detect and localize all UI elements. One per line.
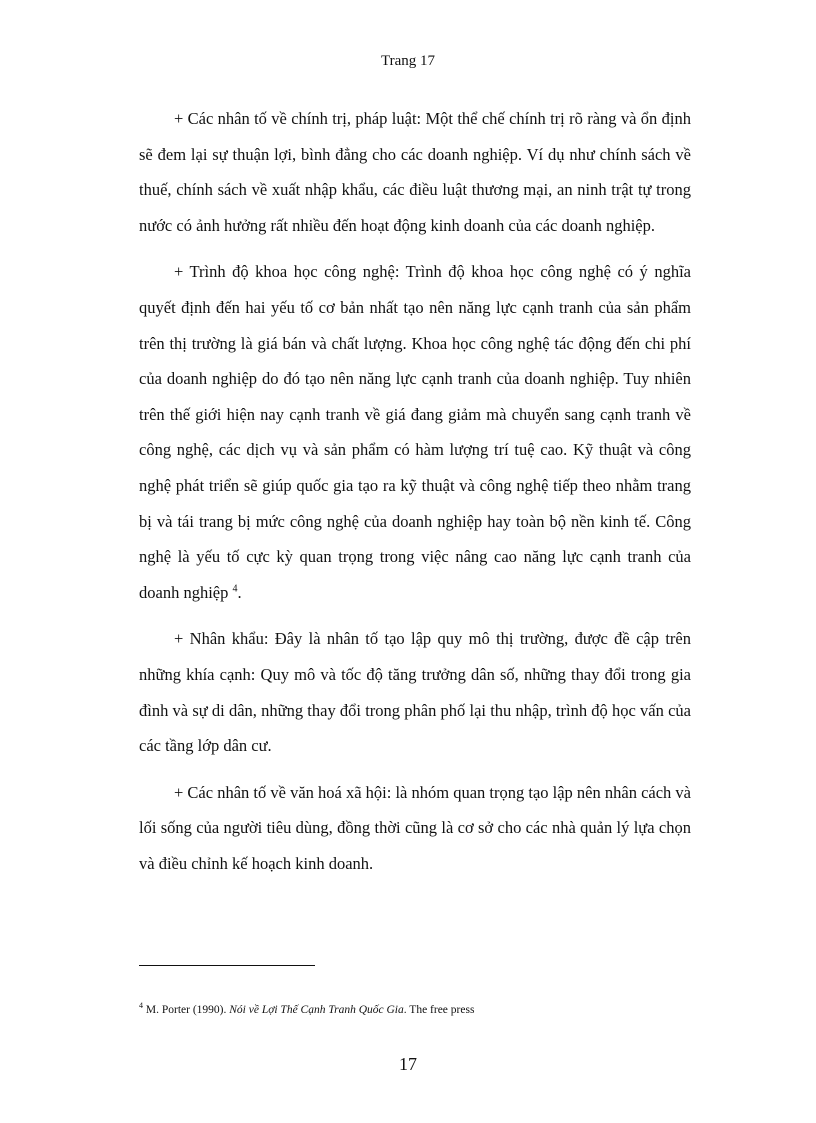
paragraph-demographics	[139, 621, 691, 763]
footnote-number: 4	[139, 1001, 143, 1011]
footnote-separator	[139, 965, 315, 966]
footnote-publisher: . The free press	[403, 1004, 475, 1016]
paragraph-culture-society	[139, 775, 691, 882]
paragraph-text: + Các nhân tố về chính trị, pháp luật: Một thể chế chính trị rõ ràng và ổn định sẽ đem lại sự thuận lợi, bình đẳng cho các doanh nghiệp. Ví dụ như chính sách về thuế, chính sách về xuất nhập khẩu, các điều luật thương mại, an ninh trật tự trong nước có ảnh hưởng rất nhiều đến hoạt động kinh doanh của các doanh nghiệp.	[139, 109, 691, 235]
paragraph-text: + Trình độ khoa học công nghệ: Trình độ khoa học công nghệ có ý nghĩa quyết định đến hai yếu tố cơ bản nhất tạo nên năng lực cạnh tranh của sản phẩm trên thị trường là giá bán và chất lượng. Khoa học công nghệ tác động đến chi phí của doanh nghiệp do đó tạo nên năng lực cạnh tranh của doanh nghiệp. Tuy nhiên trên thế giới hiện nay cạnh tranh về giá đang giảm mà chuyển sang cạnh tranh về công nghệ, các dịch vụ và sản phẩm có hàm lượng trí tuệ cao. Kỹ thuật và công nghệ phát triển sẽ giúp quốc gia tạo ra kỹ thuật và công nghệ tiếp theo nhằm trang bị và tái trang bị mức công nghệ của doanh nghiệp hay toàn bộ nền kinh tế. Công nghệ là yếu tố cực kỳ quan trọng trong việc nâng cao năng lực cạnh tranh của doanh nghiệp	[139, 262, 691, 602]
page-header	[0, 51, 816, 71]
paragraph-suffix: .	[237, 582, 242, 602]
footnote	[139, 1002, 691, 1018]
paragraph-text: + Các nhân tố về văn hoá xã hội: là nhóm quan trọng tạo lập nên nhân cách và lối sống của người tiêu dùng, đồng thời cũng là cơ sở cho các nhà quản lý lựa chọn và điều chỉnh kế hoạch kinh doanh.	[139, 782, 691, 873]
page-number-value: 17	[399, 1054, 417, 1074]
paragraph-science-technology	[139, 254, 691, 610]
footnote-author: M. Porter (1990).	[145, 1004, 227, 1016]
header-title: Trang 17	[380, 53, 436, 69]
page-number	[0, 1053, 816, 1075]
body-text	[139, 101, 691, 892]
footnote-title: Nói về Lợi Thế Cạnh Tranh Quốc Gia	[229, 1004, 404, 1016]
paragraph-text: + Nhân khẩu: Đây là nhân tố tạo lập quy mô thị trường, được đề cập trên những khía cạnh: Quy mô và tốc độ tăng trưởng dân số, những thay đổi trong gia đình và sự di dân, những thay đổi trong phân phố lại thu nhập, trình độ học vấn của các tầng lớp dân cư.	[139, 629, 691, 756]
paragraph-political-legal	[139, 101, 691, 243]
footnote-reference[interactable]: 4	[232, 583, 238, 595]
